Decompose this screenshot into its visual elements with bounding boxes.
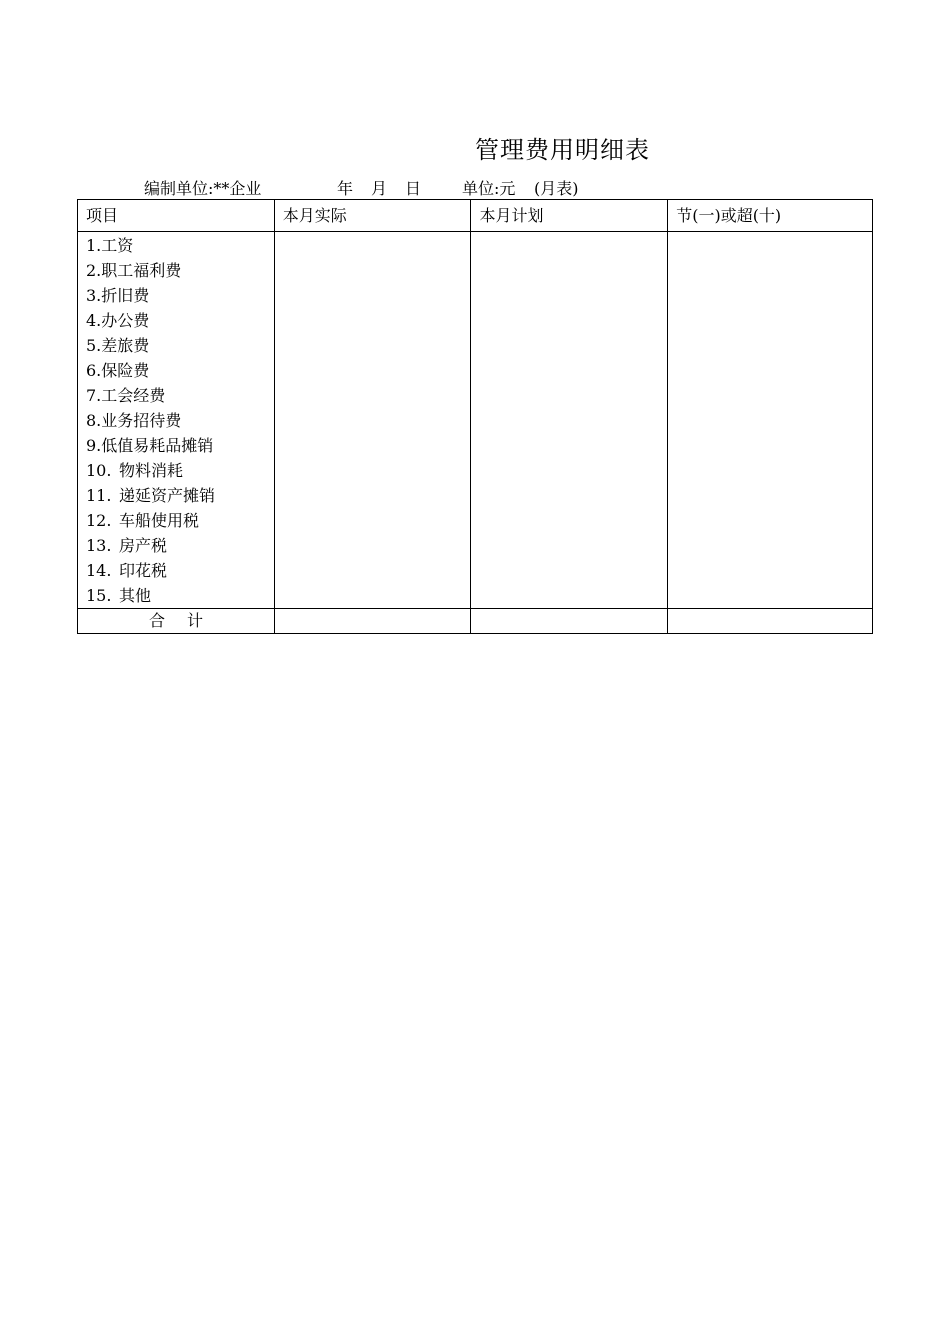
- item-name: 工会经费: [101, 386, 166, 405]
- item-name: 业务招待费: [101, 411, 182, 430]
- item-number: 9.: [86, 436, 102, 455]
- report-period: (月表): [534, 179, 579, 198]
- list-item: [86, 308, 274, 333]
- list-item: [86, 283, 274, 308]
- item-number: 3.: [86, 286, 102, 305]
- list-item: [86, 508, 274, 533]
- column-header-difference: 节(一)或超(十): [668, 200, 873, 232]
- expense-table: [77, 199, 873, 634]
- actual-values-cell: [274, 232, 471, 609]
- total-difference-cell: [668, 609, 873, 634]
- item-number: 8.: [86, 411, 102, 430]
- table-body-row: [78, 232, 873, 609]
- item-number: 14.: [86, 561, 112, 580]
- item-number: 11.: [86, 486, 112, 505]
- list-item: [86, 483, 274, 508]
- list-item: [86, 583, 274, 608]
- item-name: 房产税: [119, 536, 168, 555]
- list-item: [86, 558, 274, 583]
- item-name: 低值易耗品摊销: [101, 436, 214, 455]
- table-header-row: [78, 200, 873, 232]
- item-number: 1.: [86, 236, 102, 255]
- total-plan-cell: [471, 609, 668, 634]
- list-item: [86, 358, 274, 383]
- item-name: 办公费: [101, 311, 150, 330]
- list-item: [86, 333, 274, 358]
- list-item: [86, 433, 274, 458]
- compiling-unit: 编制单位:**企业: [144, 179, 262, 198]
- item-number: 2.: [86, 261, 102, 280]
- list-item: [86, 233, 274, 258]
- item-name: 工资: [101, 236, 134, 255]
- item-number: 15.: [86, 586, 112, 605]
- item-number: 5.: [86, 336, 102, 355]
- total-actual-cell: [274, 609, 471, 634]
- page-title: 管理费用明细表: [475, 136, 650, 164]
- item-name: 保险费: [101, 361, 150, 380]
- plan-values-cell: [471, 232, 668, 609]
- item-number: 13.: [86, 536, 112, 555]
- item-name: 职工福利费: [101, 261, 182, 280]
- item-name: 其他: [119, 586, 152, 605]
- list-item: [86, 383, 274, 408]
- item-number: 7.: [86, 386, 102, 405]
- item-number: 12.: [86, 511, 112, 530]
- item-name: 折旧费: [101, 286, 150, 305]
- column-header-plan: 本月计划: [471, 200, 668, 232]
- item-number: 4.: [86, 311, 102, 330]
- item-name: 物料消耗: [119, 461, 184, 480]
- item-number: 6.: [86, 361, 102, 380]
- item-list-cell: [78, 232, 275, 609]
- column-header-item: 项目: [78, 200, 275, 232]
- list-item: [86, 533, 274, 558]
- year-label: 年: [337, 179, 354, 198]
- total-char-1: 合: [149, 611, 166, 630]
- item-number: 10.: [86, 461, 112, 480]
- day-label: 日: [405, 179, 422, 198]
- difference-values-cell: [668, 232, 873, 609]
- total-label: [78, 609, 275, 634]
- list-item: [86, 408, 274, 433]
- total-char-2: 计: [187, 611, 204, 630]
- report-date: [337, 176, 421, 199]
- column-header-actual: 本月实际: [274, 200, 471, 232]
- currency-unit: 单位:元: [462, 179, 516, 198]
- total-row: [78, 609, 873, 634]
- item-name: 差旅费: [101, 336, 150, 355]
- list-item: [86, 458, 274, 483]
- item-name: 印花税: [119, 561, 168, 580]
- list-item: [86, 258, 274, 283]
- item-name: 车船使用税: [119, 511, 200, 530]
- item-name: 递延资产摊销: [119, 486, 216, 505]
- month-label: 月: [371, 179, 388, 198]
